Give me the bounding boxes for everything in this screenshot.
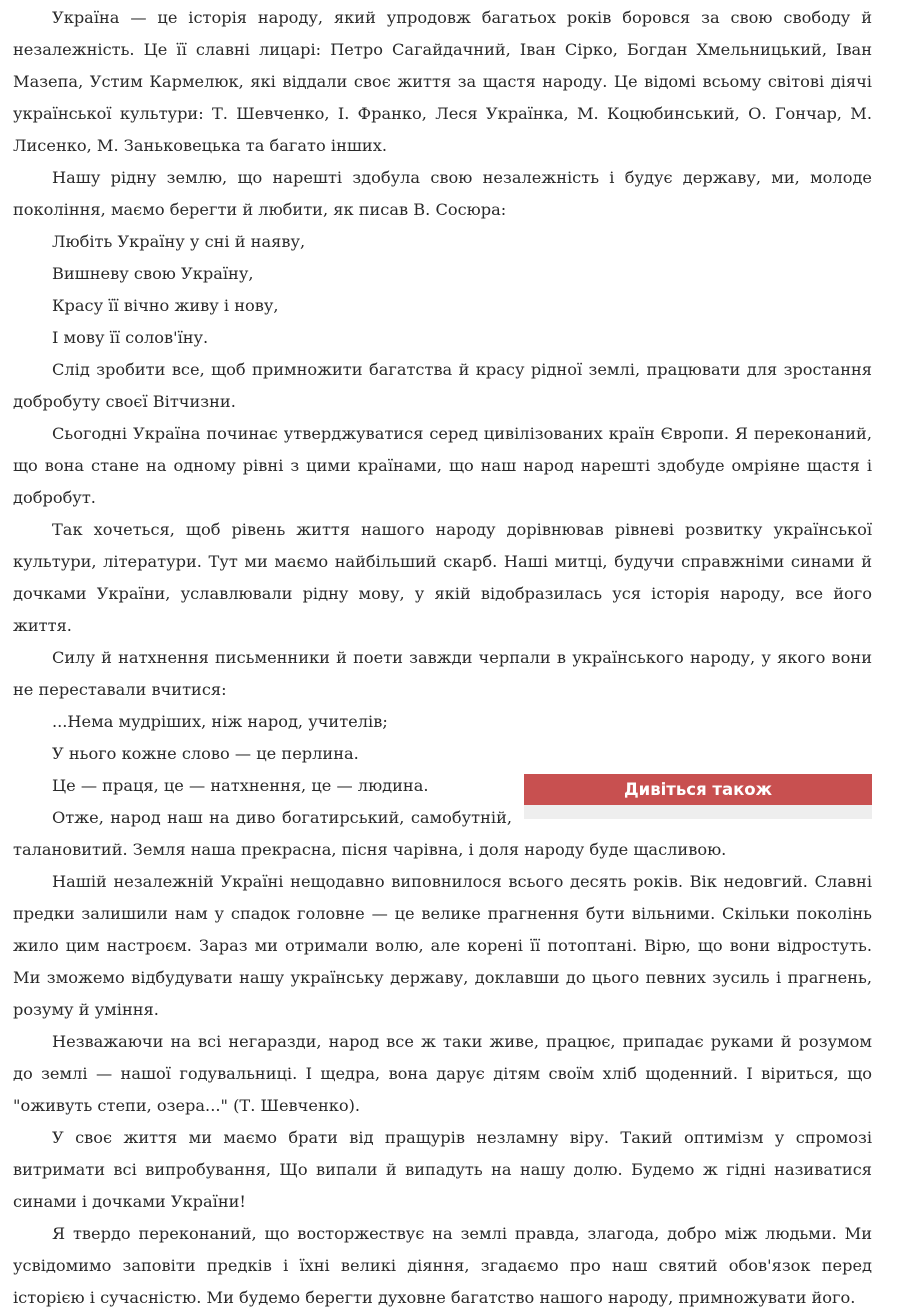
paragraph: Нашій незалежній Україні нещодавно виповнилося всього десять років. Вік недовгий. Славні предки залишили нам у спадок головне — це велике прагнення бути вільними. Скільки поколінь жило цим настроєм. Зараз ми отримали волю, але корені її потоптані. Вірю, що вони відростуть. Ми зможемо відбудувати нашу українську державу, доклавши до цього певних зусиль і прагнень, розуму й уміння. [13,872,872,1019]
verse-line: Це — праця, це — натхнення, це — людина. [52,776,429,795]
paragraph: Отже, народ наш на диво богатирський, самобутній, талановитий. Земля наша прекрасна, пісня чарівна, і доля народу буде щасливою. [13,808,727,859]
verse-line: І мову її солов'їну. [52,328,209,347]
verse-line: Красу її вічно живу і нову, [52,296,279,315]
paragraph: Сьогодні Україна починає утверджуватися серед цивілізованих країн Європи. Я переконаний, що вона стане на одному рівні з цими країнами, що наш народ нарешті здобуде омріяне щастя і добробут. [13,424,872,507]
paragraph: Я твердо переконаний, що восторжествує на землі правда, злагода, добро між людьми. Ми усвідомимо заповіти предків і їхні великі діяння, згадаємо про наш святий обов'язок перед історією і сучасністю. Ми будемо берегти духовне багатство нашого народу, примножувати його. [13,1224,872,1307]
paragraph: Силу й натхнення письменники й поети завжди черпали в українського народу, у якого вони не переставали вчитися: [13,648,872,699]
see-also-content [524,805,872,819]
paragraph: Україна — це історія народу, який упродовж багатьох років боровся за свою свободу й незалежність. Це її славні лицарі: Петро Сагайдачний, Іван Сірко, Богдан Хмельницький, Іван Мазепа, Устим Кармелюк, які віддали своє життя за щастя народу. Це відомі всьому світові діячі української культури: Т. Шевченко, І. Франко, Леся Українка, М. Коцюбинський, О. Гончар, М. Лисенко, М. Заньковецька та багато інших. [13,8,872,155]
verse-line: ...Нема мудріших, ніж народ, учителів; [52,712,388,731]
paragraph: Нашу рідну землю, що нарешті здобула свою незалежність і будує державу, ми, молоде покоління, маємо берегти й любити, як писав В. Сосюра: [13,168,872,219]
paragraph: Слід зробити все, щоб примножити багатства й красу рідної землі, працювати для зростання добробуту своєї Вітчизни. [13,360,872,411]
paragraph: Незважаючи на всі негаразди, народ все ж таки живе, працює, припадає руками й розумом до землі — нашої годувальниці. І щедра, вона дарує дітям своїм хліб щоденний. І віриться, що "оживуть степи, озера..." (Т. Шевченко). [13,1032,872,1115]
see-also-header[interactable]: Дивіться також [524,774,872,805]
paragraph: Так хочеться, щоб рівень життя нашого народу дорівнював рівневі розвитку української культури, літератури. Тут ми маємо найбільший скарб. Наші митці, будучи справжніми синами й дочками України, уславлювали рідну мову, у якій відобразилась уся історія народу, все його життя. [13,520,872,635]
verse-line: Любіть Україну у сні й наяву, [52,232,306,251]
verse-line: Вишневу свою Україну, [52,264,254,283]
paragraph: У своє життя ми маємо брати від пращурів незламну віру. Такий оптимізм у спромозі витримати всі випробування, Що випали й випадуть на нашу долю. Будемо ж гідні називатися синами і дочками України! [13,1128,872,1211]
see-also-widget[interactable] [524,774,872,820]
article-body [13,2,872,1314]
verse-line: У нього кожне слово — це перлина. [52,744,359,763]
